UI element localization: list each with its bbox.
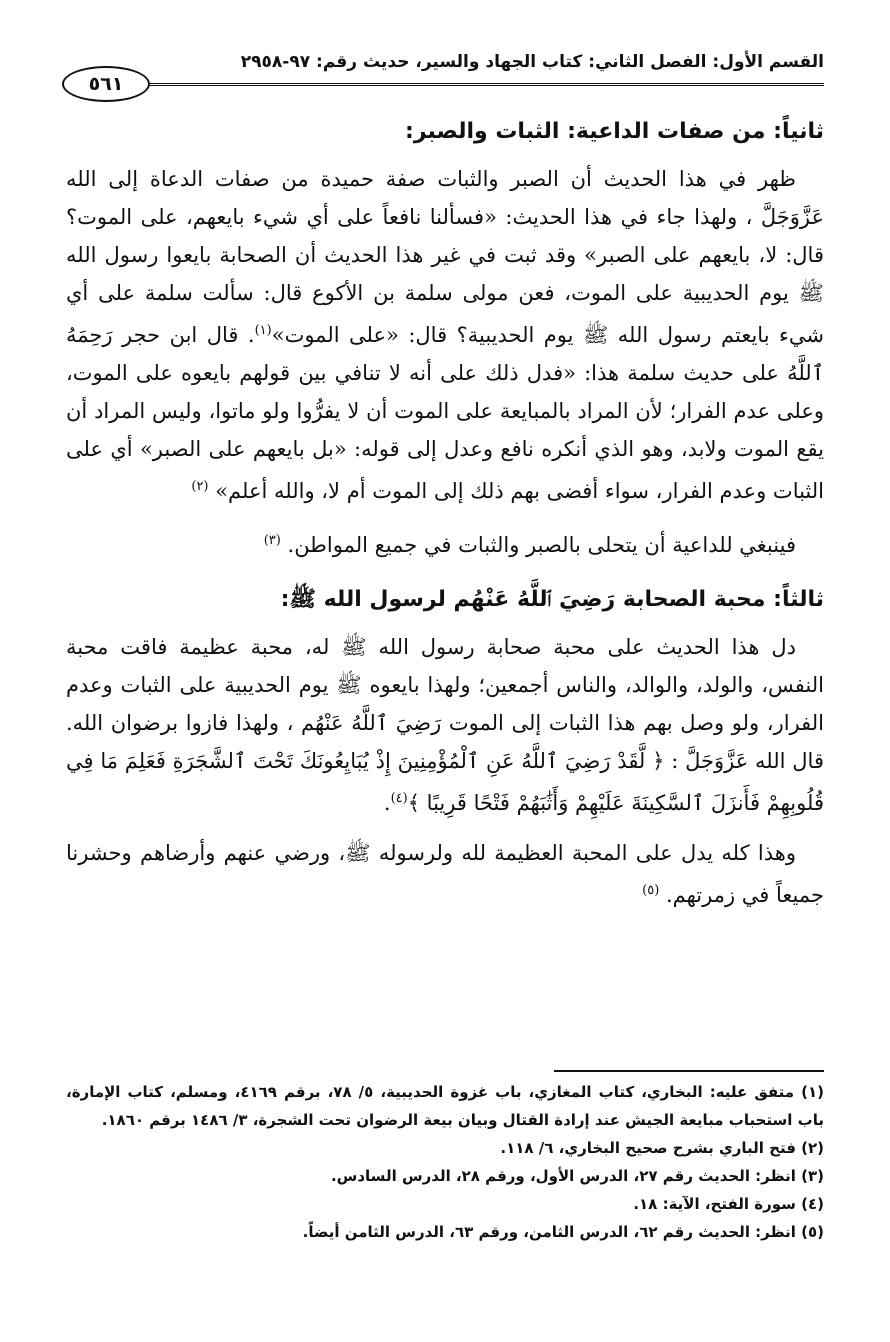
paragraph-text: وهذا كله يدل على المحبة العظيمة لله ولرسوله ﷺ، ورضي عنهم وأرضاهم وحشرنا جميعاً في زمرتهم.: [66, 841, 824, 907]
section-heading-patience: ثانياً: من صفات الداعية: الثبات والصبر:: [405, 119, 824, 144]
quran-verse: ﴿ لَّقَدْ رَضِيَ ٱللَّهُ عَنِ ٱلْمُؤْمِنِينَ إِذْ يُبَايِعُونَكَ تَحْتَ ٱلشَّجَرَةِ فَعَلِمَ مَا فِي قُلُوبِهِمْ فَأَنزَلَ ٱلسَّكِينَةَ عَلَيْهِمْ وَأَثَٰبَهُمْ فَتْحًا قَرِيبًا ﴾: [66, 749, 824, 815]
footnotes: [66, 1078, 824, 1246]
paragraph-love: دل هذا الحديث على محبة صحابة رسول الله ﷺ له، محبة عظيمة فاقت محبة النفس، والولد، والوالد، والناس أجمعين؛ ولهذا بايعوه ﷺ يوم الحديبية على الثبات وعدم الفرار، ولو وصل بهم هذا الثبات إلى الموت رَضِيَ ٱللَّهُ عَنْهُم ، ولهذا فازوا برضوان الله. قال الله عَزَّوَجَلَّ : ﴿ لَّقَدْ رَضِيَ ٱللَّهُ عَنِ ٱلْمُؤْمِنِينَ إِذْ يُبَايِعُونَكَ تَحْتَ ٱلشَّجَرَةِ فَعَلِمَ مَا فِي قُلُوبِهِمْ فَأَنزَلَ ٱلسَّكِينَةَ عَلَيْهِمْ وَأَثَٰبَهُمْ فَتْحًا قَرِيبًا ﴾$^{(٤)}$.: [66, 635, 824, 815]
paragraph-text: فينبغي للداعية أن يتحلى بالصبر والثبات في جميع المواطن.: [287, 533, 796, 557]
page-number: ٥٦١: [62, 66, 150, 102]
main-content: [66, 108, 824, 926]
footnote-2: (٢) فتح الباري بشرح صحيح البخاري، ٦/ ١١٨.: [500, 1139, 824, 1157]
footnote-5: (٥) انظر: الحديث رقم ٦٢، الدرس الثامن، ورقم ٦٣، الدرس الثامن أيضاً.: [302, 1223, 824, 1241]
footnote-3: (٣) انظر: الحديث رقم ٢٧، الدرس الأول، ورقم ٢٨، الدرس السادس.: [330, 1167, 824, 1185]
paragraph-text: ظهر في هذا الحديث أن الصبر والثبات صفة حميدة من صفات الدعاة إلى الله عَزَّوَجَلَّ ، ولهذا جاء في هذا الحديث: «فسألنا نافعاً على أي شيء بايعهم، على الموت؟ قال: لا، بايعهم على الصبر» وقد ثبت في غير هذا الحديث أن الصحابة بايعوا رسول الله ﷺ يوم الحديبية على الموت، فعن مولى سلمة بن الأكوع قال: سألت سلمة على أي شيء بايعتم رسول الله ﷺ يوم الحديبية؟ قال: «على الموت»: [66, 167, 824, 347]
paragraph-conclusion: [66, 522, 824, 564]
footnote-ref-5[interactable]: (٥): [642, 883, 660, 898]
paragraph-text: دل هذا الحديث على محبة صحابة رسول الله ﷺ له، محبة عظيمة فاقت محبة النفس، والولد، والوالد، والناس أجمعين؛ ولهذا بايعوه ﷺ يوم الحديبية على الثبات وعدم الفرار، ولو وصل بهم هذا الثبات إلى الموت رَضِيَ ٱللَّهُ عَنْهُم ، ولهذا فازوا برضوان الله. قال الله عَزَّوَجَلَّ :: [66, 635, 824, 773]
footnote-rule: [554, 1070, 824, 1072]
running-header: القسم الأول: الفصل الثاني: كتاب الجهاد والسير، حديث رقم: ٩٧-٢٩٥٨: [240, 52, 824, 72]
footnote-ref-1[interactable]: (١): [254, 323, 272, 338]
footnote-ref-4[interactable]: (٤): [390, 791, 408, 806]
footnote-1: (١) متفق عليه: البخاري، كتاب المغازي، باب غزوة الحديبية، ٥/ ٧٨، برقم ٤١٦٩، ومسلم، كتاب الإمارة، باب استحباب مبايعة الجيش عند إرادة القتال وبيان بيعة الرضوان تحت الشجرة، ٣/ ١٤٨٦ برقم ١٨٦٠.: [66, 1083, 825, 1129]
paragraph-text: . قال ابن حجر رَحِمَهُ ٱللَّهُ على حديث سلمة هذا: «فدل ذلك على أنه لا تنافي بين قولهم بايعوه على الموت، وعلى عدم الفرار؛ لأن المراد بالمبايعة على الموت أن لا يفرُّوا ولو ماتوا، وليس المراد أن يقع الموت ولابد، وهو الذي أنكره نافع وعدل إلى قوله: «بل بايعهم على الصبر» أي على الثبات وعدم الفرار، سواء أفضى بهم ذلك إلى الموت أم لا، والله أعلم»: [66, 323, 824, 503]
footnote-ref-2[interactable]: (٢): [191, 479, 209, 494]
section-heading-love: ثالثاً: محبة الصحابة رَضِيَ ٱللَّهُ عَنْهُم لرسول الله ﷺ:: [280, 587, 824, 612]
paragraph-closing: [66, 834, 824, 914]
header-rule: [150, 83, 824, 86]
paragraph-patience: [66, 160, 824, 510]
footnote-ref-3[interactable]: (٣): [263, 533, 281, 548]
footnote-4: (٤) سورة الفتح، الآية: ١٨.: [633, 1195, 824, 1213]
